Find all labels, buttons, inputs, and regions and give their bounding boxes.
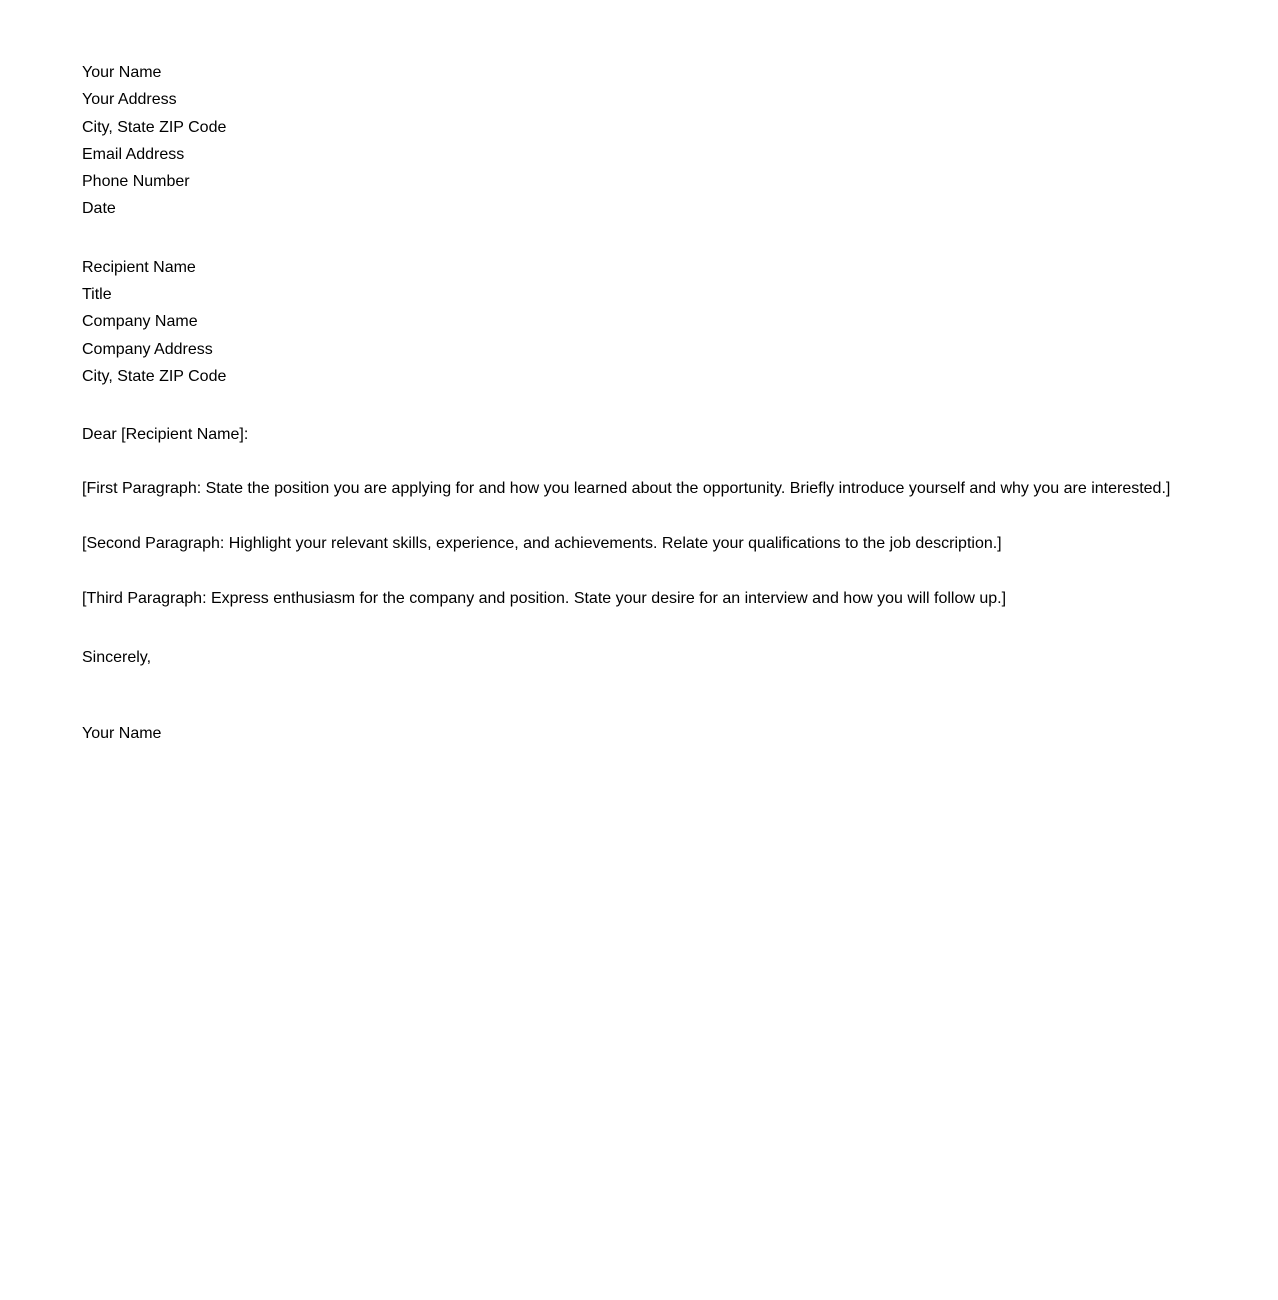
paragraph-third: [Third Paragraph: Express enthusiasm for the company and position. State your desire for an interview and how you will follow up.] [82, 590, 1007, 608]
closing: Sincerely, [82, 649, 152, 667]
recipient-name: Recipient Name [82, 258, 196, 276]
paragraph-second: [Second Paragraph: Highlight your relevant skills, experience, and achievements. Relate your qualifications to the job description.] [82, 535, 1002, 553]
sender-city-state-zip: City, State ZIP Code [82, 118, 227, 136]
sender-email: Email Address [82, 145, 185, 163]
paragraph-first: [First Paragraph: State the position you are applying for and how you learned about the opportunity. Briefly introduce yourself and why you are interested.] [82, 480, 1171, 498]
recipient-city-state-zip: City, State ZIP Code [82, 367, 227, 385]
sender-block [82, 62, 1232, 226]
cover-letter [82, 62, 1232, 745]
letter-date: Date [82, 200, 116, 218]
recipient-company: Company Name [82, 313, 198, 331]
signature-name: Your Name [82, 725, 162, 743]
sender-name: Your Name [82, 64, 162, 81]
sender-phone: Phone Number [82, 173, 190, 191]
recipient-company-address: Company Address [82, 340, 213, 358]
salutation: Dear [Recipient Name]: [82, 426, 249, 444]
recipient-title: Title [82, 286, 112, 304]
sender-address: Your Address [82, 91, 177, 109]
recipient-block [82, 257, 1232, 393]
